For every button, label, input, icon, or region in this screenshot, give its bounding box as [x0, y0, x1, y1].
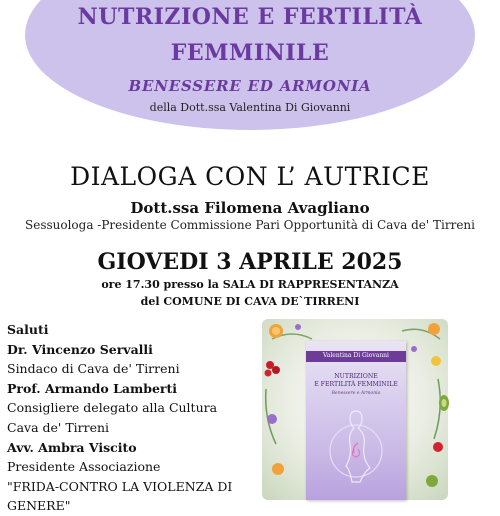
event-venue: del COMUNE DI CAVA DE`TIRRENI	[140, 295, 360, 308]
event-time-place: ore 17.30 presso la SALA DI RAPPRESENTANZA	[101, 278, 399, 291]
title-line-1: NUTRIZIONE E FERTILITÀ	[77, 4, 423, 30]
book-subtitle: Benessere e Armonia	[331, 391, 381, 396]
greeting-line: Presidente Associazione	[7, 459, 161, 475]
woman-silhouette-icon	[328, 403, 384, 495]
greetings-list	[7, 320, 257, 516]
event-heading: DIALOGA CON L’ AUTRICE	[70, 162, 430, 191]
greeting-line: GENERE"	[7, 498, 71, 514]
greeting-line: Dr. Vincenzo Servalli	[7, 341, 153, 357]
guest-role: Sessuologa -Presidente Commissione Pari Opportunità di Cava de' Tirreni	[25, 218, 475, 232]
greetings-heading: Saluti	[7, 322, 49, 337]
book-cover	[306, 341, 406, 500]
author-credit: della Dott.ssa Valentina Di Giovanni	[149, 101, 351, 114]
subtitle: BENESSERE ED ARMONIA	[128, 77, 372, 95]
greeting-line: Sindaco di Cava de' Tirreni	[7, 361, 180, 377]
greeting-line: "FRIDA-CONTRO LA VIOLENZA DI	[7, 478, 233, 494]
greeting-line: Avv. Ambra Viscito	[7, 439, 137, 455]
event-date: GIOVEDI 3 APRILE 2025	[97, 249, 403, 275]
book-cover-image	[262, 319, 448, 500]
book-title-line-2: E FERTILITÀ FEMMINILE	[314, 381, 398, 388]
book-author: Valentina Di Giovanni	[323, 352, 389, 359]
guest-name: Dott.ssa Filomena Avagliano	[130, 199, 370, 217]
greeting-line: Consigliere delegato alla Cultura	[7, 400, 218, 416]
title-line-2: FEMMINILE	[170, 40, 330, 66]
book-title	[308, 373, 404, 389]
greeting-line: Cava de' Tirreni	[7, 419, 110, 435]
greeting-line: Prof. Armando Lamberti	[7, 380, 178, 396]
book-title-line-1: NUTRIZIONE	[334, 373, 378, 380]
